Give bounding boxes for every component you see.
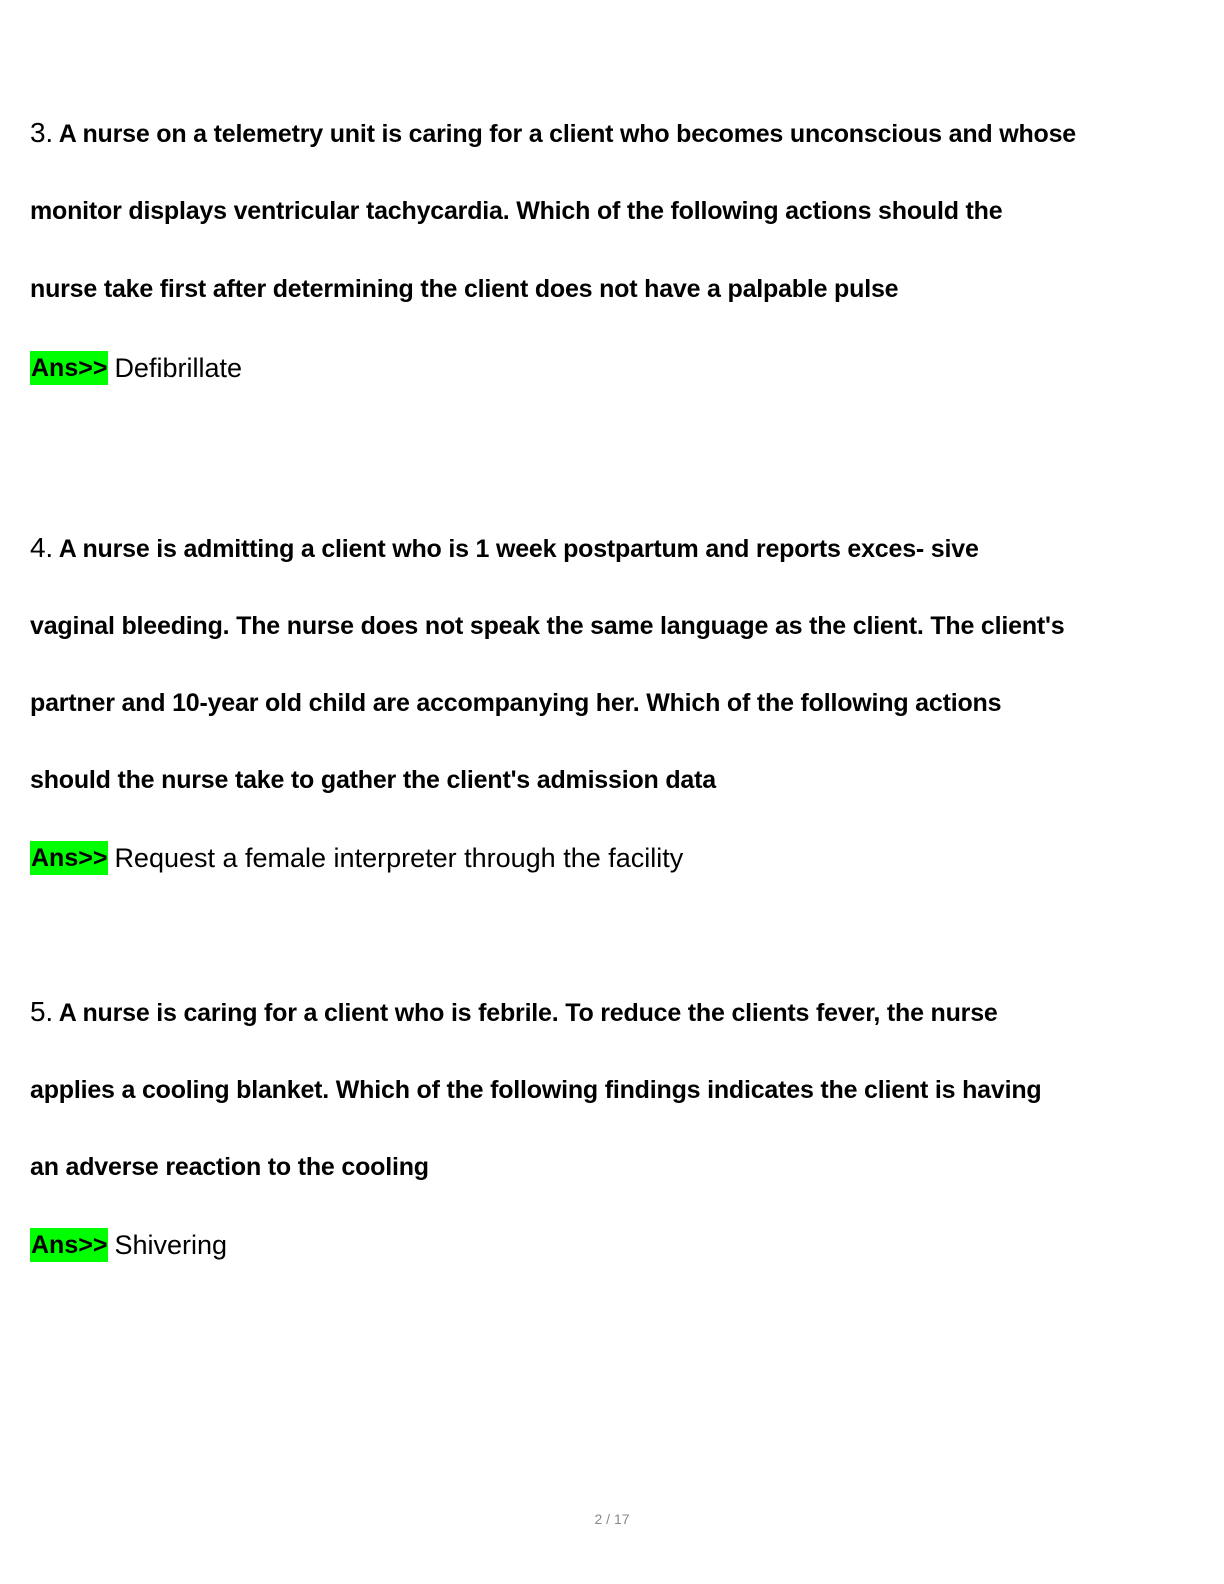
question-line: partner and 10-year old child are accompanying her. Which of the following actions xyxy=(30,689,1002,717)
answer-text: Defibrillate xyxy=(114,353,242,383)
answer-text: Shivering xyxy=(114,1230,227,1260)
page-indicator: 2 / 17 xyxy=(594,1511,630,1527)
question-number: 3. xyxy=(30,117,53,148)
answer-label: Ans>> xyxy=(30,1228,108,1262)
question-text: A nurse is caring for a client who is febrile. To reduce the clients fever, the nurse xyxy=(58,999,998,1027)
question-line: vaginal bleeding. The nurse does not speak the same language as the client. The client's xyxy=(30,612,1065,640)
answer-label: Ans>> xyxy=(30,841,108,875)
question-line xyxy=(30,997,998,1028)
question-text: A nurse is admitting a client who is 1 week postpartum and reports exces- sive xyxy=(58,535,979,563)
question-line: should the nurse take to gather the client's admission data xyxy=(30,766,716,794)
question-line xyxy=(30,118,1076,149)
question-line: nurse take first after determining the client does not have a palpable pulse xyxy=(30,275,899,303)
answer-line xyxy=(30,1228,227,1262)
question-line: monitor displays ventricular tachycardia. Which of the following actions should the xyxy=(30,197,1003,225)
question-number: 4. xyxy=(30,532,53,563)
question-number: 5. xyxy=(30,996,53,1027)
answer-label: Ans>> xyxy=(30,351,108,385)
answer-text: Request a female interpreter through the facility xyxy=(114,843,684,873)
answer-line xyxy=(30,841,683,875)
answer-line xyxy=(30,351,242,385)
question-text: A nurse on a telemetry unit is caring for a client who becomes unconscious and whose xyxy=(58,120,1077,148)
question-line: applies a cooling blanket. Which of the following findings indicates the client is having xyxy=(30,1076,1042,1104)
question-line: an adverse reaction to the cooling xyxy=(30,1153,429,1181)
question-line xyxy=(30,533,979,564)
